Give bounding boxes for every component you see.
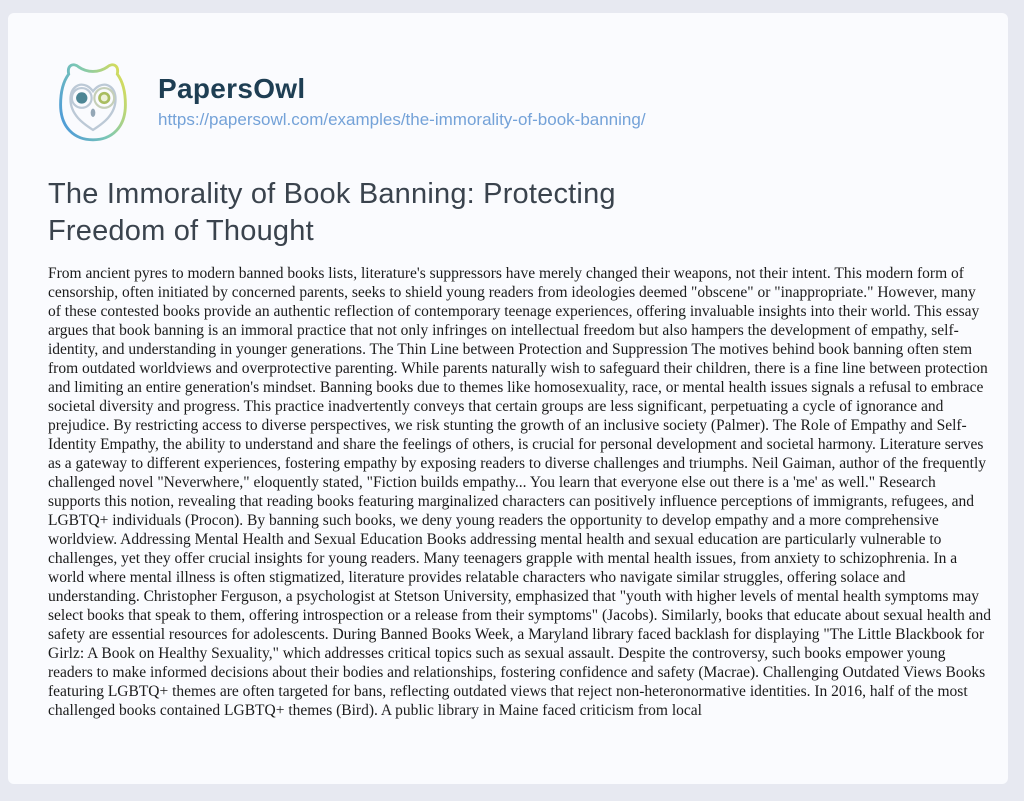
site-header [48,55,982,149]
page-url[interactable]: https://papersowl.com/examples/the-immorality-of-book-banning/ [158,110,646,130]
document-card [8,13,1008,784]
essay-title: The Immorality of Book Banning: Protecting Freedom of Thought [48,178,616,247]
site-name: PapersOwl [158,72,306,104]
papersowl-owl-icon [48,55,138,149]
site-identity [158,74,646,131]
essay-body-text: From ancient pyres to modern banned books lists, literature's suppressors have merely changed their weapons, not their intent. This modern form of censorship, often initiated by concerned parents, seeks to shield young readers from ideologies deemed "obscene" or "inappropriate." However, many of these contested books provide an authentic reflection of contemporary teenage experiences, offering invaluable insights into their world. This essay argues that book banning is an immoral practice that not only infringes on intellectual freedom but also hampers the development of empathy, self-identity, and understanding in younger generations. The Thin Line between Protection and Suppression The motives behind book banning often stem from outdated worldviews and overprotective parenting. While parents naturally wish to safeguard their children, there is a fine line between protection and limiting an entire generation's mindset. Banning books due to themes like homosexuality, race, or mental health issues signals a refusal to embrace societal diversity and progress. This practice inadvertently conveys that certain groups are less significant, perpetuating a cycle of ignorance and prejudice. By restricting access to diverse perspectives, we risk stunting the growth of an inclusive society (Palmer). The Role of Empathy and Self-Identity Empathy, the ability to understand and share the feelings of others, is crucial for personal development and societal harmony. Literature serves as a gateway to different experiences, fostering empathy by exposing readers to diverse challenges and triumphs. Neil Gaiman, author of the frequently challenged novel "Neverwhere," eloquently stated, "Fiction builds empathy... You learn that everyone else out there is a 'me' as well." Research supports this notion, revealing that reading books featuring marginalized characters can positively influence perceptions of immigrants, refugees, and LGBTQ+ individuals (Procon). By banning such books, we deny young readers the opportunity to develop empathy and a more comprehensive worldview. Addressing Mental Health and Sexual Education Books addressing mental health and sexual education are particularly vulnerable to challenges, yet they offer crucial insights for young readers. Many teenagers grapple with mental health issues, from anxiety to schizophrenia. In a world where mental illness is often stigmatized, literature provides relatable characters who navigate similar struggles, offering solace and understanding. Christopher Ferguson, a psychologist at Stetson University, emphasized that "youth with higher levels of mental health symptoms may select books that speak to them, offering introspection or a release from their symptoms" (Jacobs). Similarly, books that educate about sexual health and safety are essential resources for adolescents. During Banned Books Week, a Maryland library faced backlash for displaying "The Little Blackbook for Girlz: A Book on Healthy Sexuality," which addresses critical topics such as sexual assault. Despite the controversy, such books empower young readers to make informed decisions about their bodies and relationships, fostering confidence and safety (Macrae). Challenging Outdated Views Books featuring LGBTQ+ themes are often targeted for bans, reflecting outdated views that reject non-heteronormative identities. In 2016, half of the most challenged books contained LGBTQ+ themes (Bird). A public library in Maine faced criticism from local [48,265,991,719]
